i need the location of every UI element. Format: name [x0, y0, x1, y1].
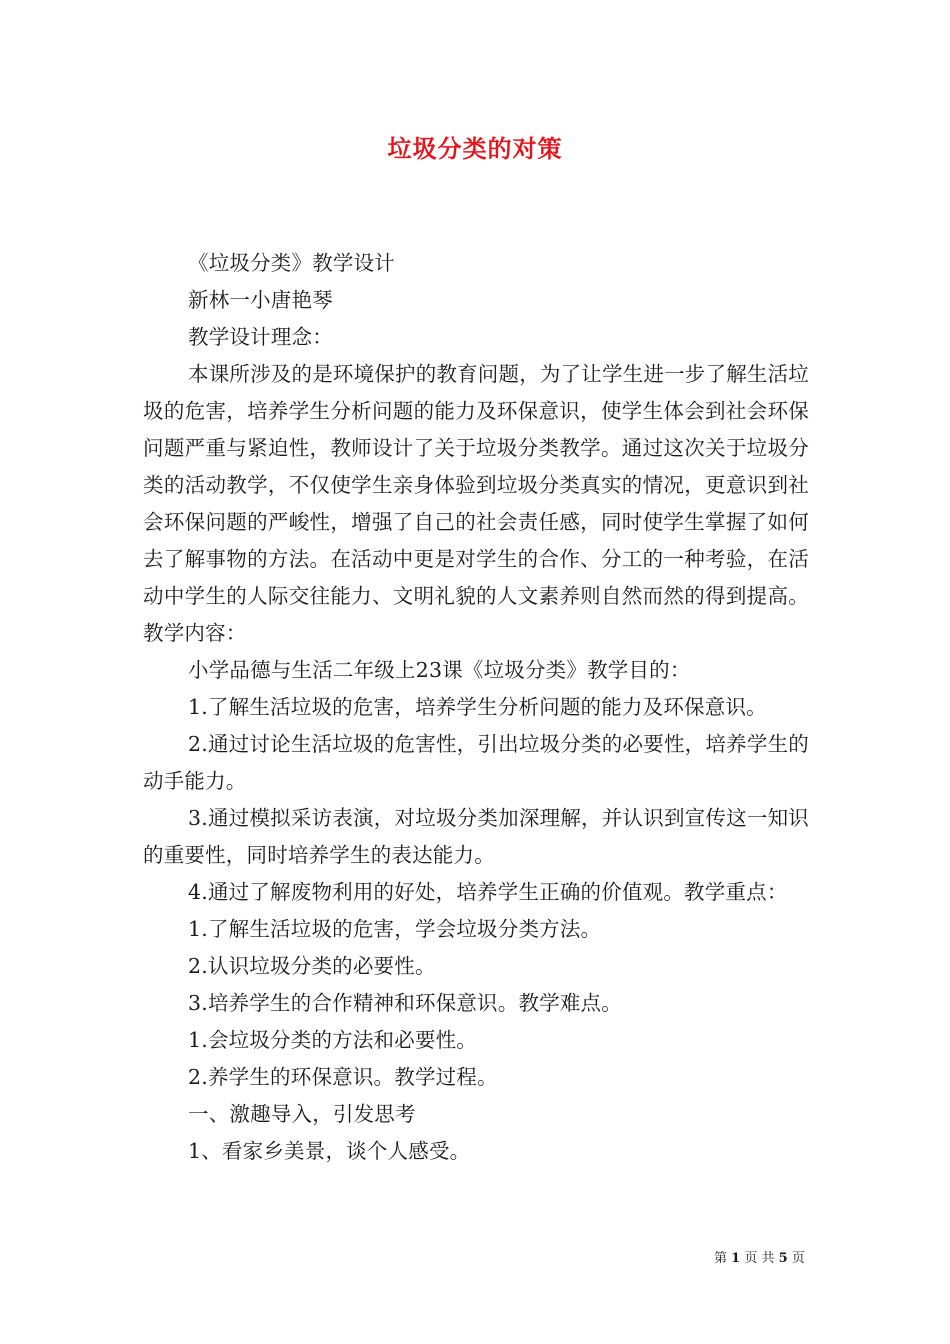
paragraph-content: 小学品德与生活二年级上23课《垃圾分类》教学目的：: [188, 658, 691, 682]
paragraph-key-3: 3.培养学生的合作精神和环保意识。教学难点。: [188, 991, 622, 1015]
page-title: 垃圾分类的对策: [387, 134, 563, 163]
paragraph-goal-1: 1.了解生活垃圾的危害，培养学生分析问题的能力及环保意识。: [188, 695, 767, 719]
footer-middle: 页 共: [744, 1251, 775, 1266]
footer-prefix: 第: [714, 1251, 728, 1266]
paragraph-author: 新林一小唐艳琴: [188, 288, 333, 312]
document-body: [143, 245, 809, 1170]
paragraph-goal-2: 2.通过讨论生活垃圾的危害性，引出垃圾分类的必要性，培养学生的动手能力。: [143, 732, 809, 793]
paragraph-doc-heading: 《垃圾分类》教学设计: [188, 251, 395, 275]
paragraph-concept-body: 本课所涉及的是环境保护的教育问题，为了让学生进一步了解生活垃圾的危害，培养学生分析问题的能力及环保意识，使学生体会到社会环保问题严重与紧迫性，教师设计了关于垃圾分类教学。通过这次关于垃圾分类的活动教学，不仅使学生亲身体验到垃圾分类真实的情况，更意识到社会环保问题的严峻性，增强了自己的社会责任感，同时使学生掌握了如何去了解事物的方法。在活动中更是对学生的合作、分工的一种考验，在活动中学生的人际交往能力、文明礼貌的人文素养则自然而然的得到提高。教学内容：: [143, 362, 809, 645]
page-footer: [714, 1247, 805, 1266]
paragraph-difficulty-1: 1.会垃圾分类的方法和必要性。: [188, 1028, 478, 1052]
paragraph-process-step-1: 1、看家乡美景，谈个人感受。: [188, 1139, 471, 1163]
paragraph-goal-4: 4.通过了解废物利用的好处，培养学生正确的价值观。教学重点：: [188, 880, 788, 904]
paragraph-difficulty-2: 2.养学生的环保意识。教学过程。: [188, 1065, 498, 1089]
paragraph-process-heading: 一、激趣导入，引发思考: [188, 1102, 416, 1126]
footer-total-pages: 5: [778, 1251, 788, 1266]
paragraph-concept-heading: 教学设计理念：: [188, 325, 333, 349]
paragraph-key-2: 2.认识垃圾分类的必要性。: [188, 954, 436, 978]
paragraph-key-1: 1.了解生活垃圾的危害，学会垃圾分类方法。: [188, 917, 602, 941]
footer-current-page: 1: [731, 1251, 741, 1266]
paragraph-goal-3: 3.通过模拟采访表演，对垃圾分类加深理解，并认识到宣传这一知识的重要性，同时培养学生的表达能力。: [143, 806, 809, 867]
footer-suffix: 页: [791, 1251, 805, 1266]
